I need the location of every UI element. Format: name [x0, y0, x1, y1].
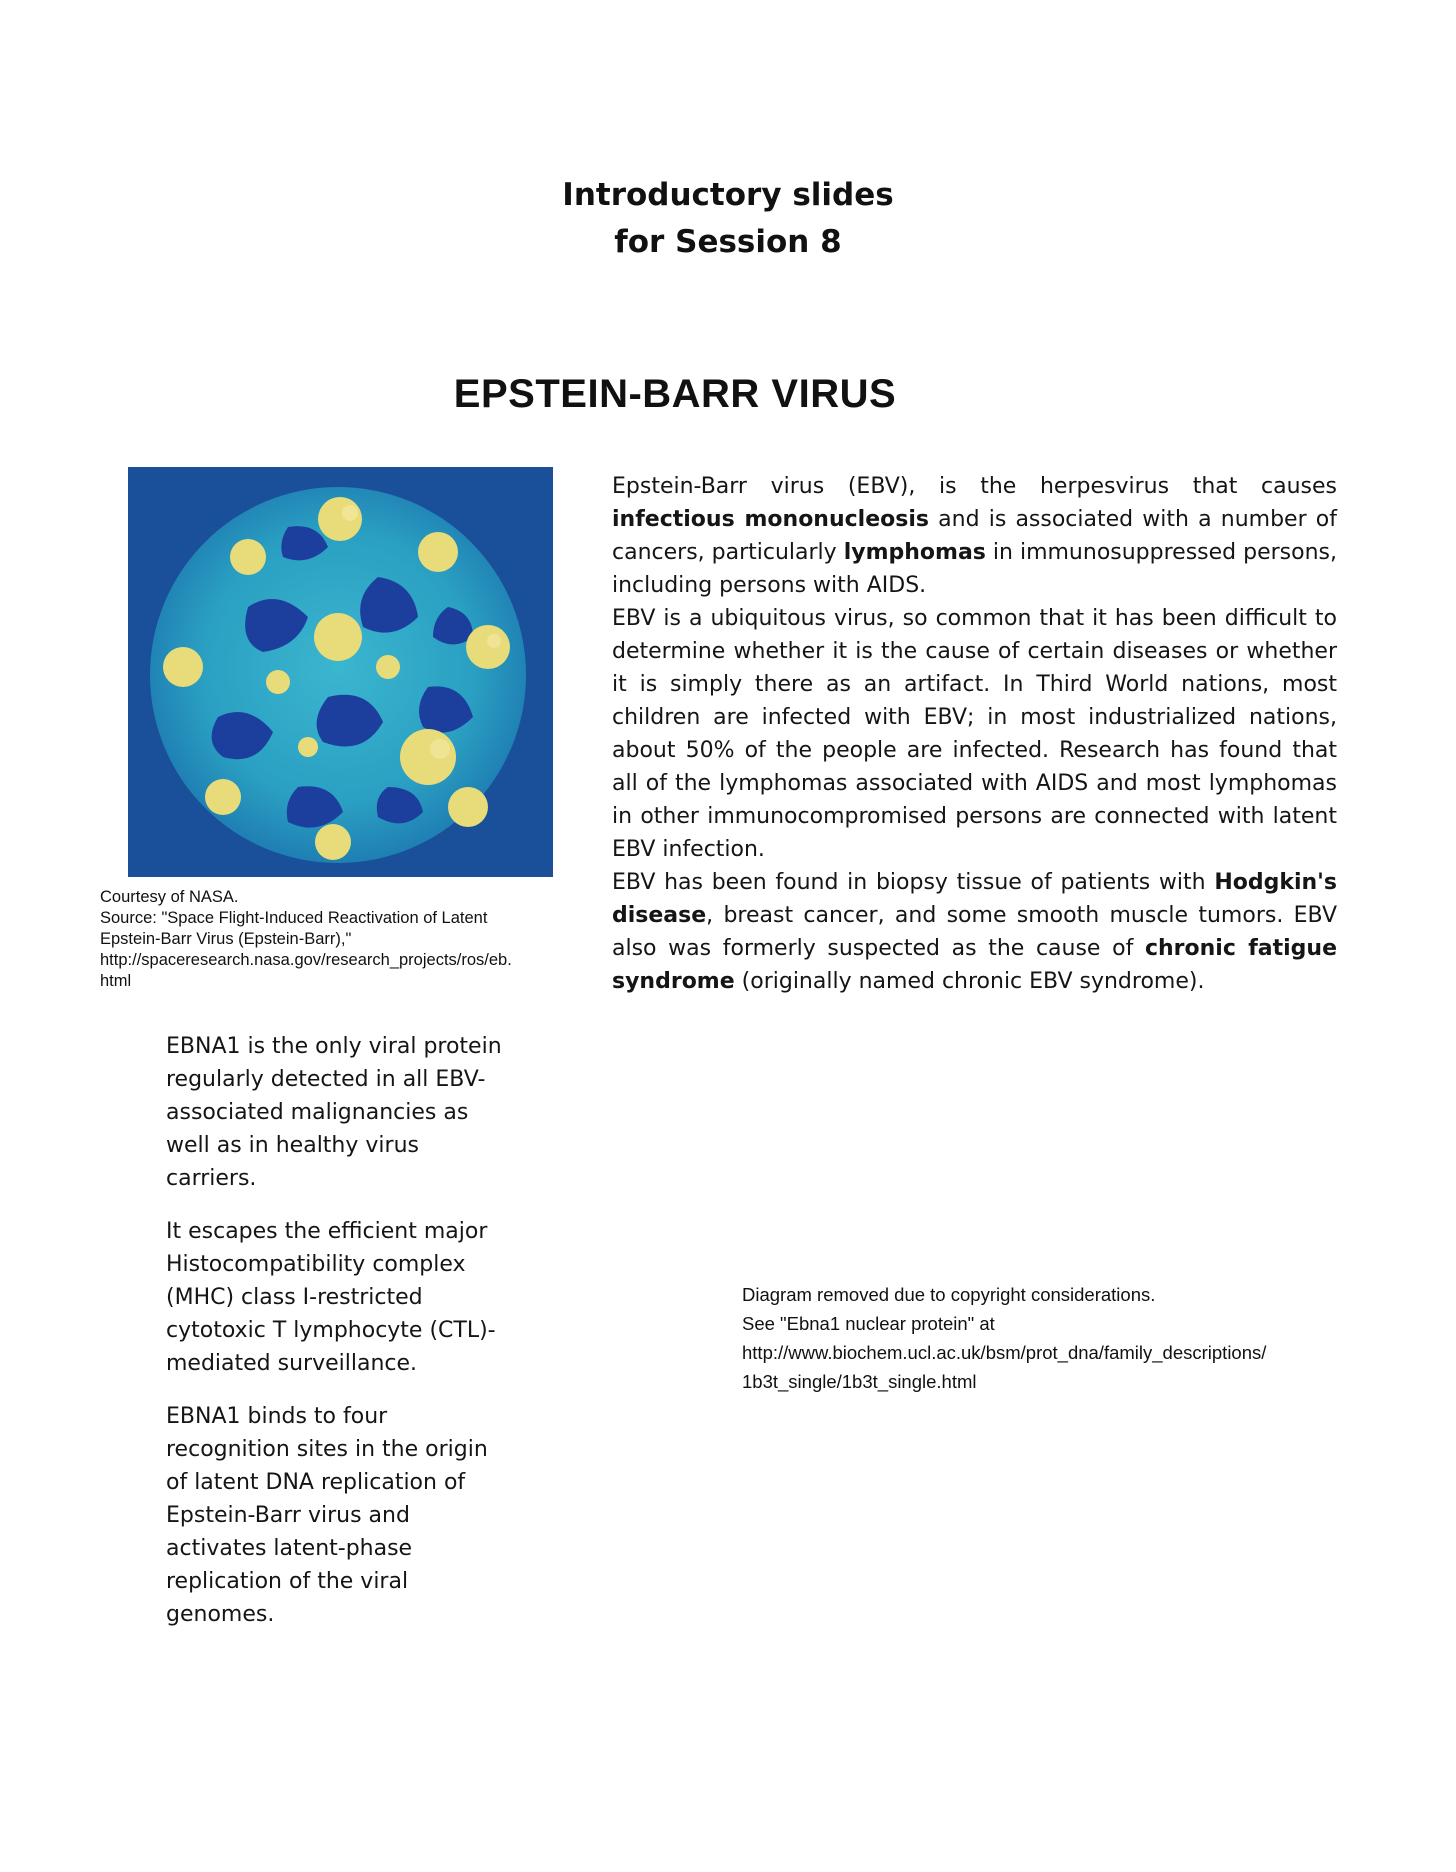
ebv-paragraph-1 [612, 470, 1337, 602]
diagram-note-line1: Diagram removed due to copyright considerations. [742, 1284, 1156, 1305]
ebna1-point-1: EBNA1 is the only viral protein regularly detected in all EBV-associated malignancies as well as in healthy virus carriers. [166, 1034, 502, 1191]
bold-term: infectious mononucleosis [612, 507, 929, 532]
bold-term: lymphomas [843, 540, 986, 565]
text-span: and is associated with a number of cancers, particularly [612, 507, 1337, 565]
ebv-description [612, 470, 1337, 998]
text-span: (originally named chronic EBV syndrome). [734, 969, 1205, 994]
diagram-removed-note [742, 1280, 1362, 1396]
caption-line2: Source: "Space Flight-Induced Reactivation of Latent [100, 909, 488, 927]
slide-title [0, 172, 1456, 266]
ebv-paragraph-3 [612, 866, 1337, 998]
slide-title-line1: Introductory slides [562, 177, 894, 213]
slide-title-line2: for Session 8 [614, 224, 842, 260]
bold-term: chronic fatigue syndrome [612, 936, 1337, 994]
ebna1-points [166, 1030, 506, 1651]
caption-line4: http://spaceresearch.nasa.gov/research_projects/ros/eb. [100, 951, 512, 969]
text-span: in immunosuppressed persons, including persons with AIDS. [612, 540, 1338, 598]
bold-term: Hodgkin's disease [612, 870, 1337, 928]
caption-line5: html [100, 972, 132, 990]
text-span: , breast cancer, and some smooth muscle tumors. EBV also was formerly suspected as the cause of [612, 903, 1337, 961]
virus-micrograph-image [128, 467, 553, 877]
diagram-note-line2: See "Ebna1 nuclear protein" at [742, 1313, 995, 1334]
ebna1-point-2: It escapes the efficient major Histocompatibility complex (MHC) class I-restricted cytotoxic T lymphocyte (CTL)-mediated surveillance. [166, 1219, 496, 1376]
caption-line1: Courtesy of NASA. [100, 888, 239, 906]
text-span: Epstein-Barr virus (EBV), is the herpesvirus that causes [612, 474, 1337, 499]
image-caption [100, 887, 580, 992]
text-span: EBV has been found in biopsy tissue of patients with [612, 870, 1215, 895]
ebv-paragraph-2: EBV is a ubiquitous virus, so common that it has been difficult to determine whether it is the cause of certain diseases or whether it is simply there as an artifact. In Third World nations, most children are infected with EBV; in most industrialized nations, about 50% of the people are infected. Research has found that all of the lymphomas associated with AIDS and most lymphomas in other immunocompromised persons are connected with latent EBV infection. [612, 606, 1337, 862]
main-heading: EPSTEIN-BARR VIRUS [453, 372, 897, 416]
diagram-note-line4: 1b3t_single/1b3t_single.html [742, 1371, 977, 1392]
diagram-note-line3: http://www.biochem.ucl.ac.uk/bsm/prot_dna/family_descriptions/ [742, 1342, 1267, 1363]
caption-line3: Epstein-Barr Virus (Epstein-Barr)," [100, 930, 352, 948]
ebna1-point-3: EBNA1 binds to four recognition sites in the origin of latent DNA replication of Epstein-Barr virus and activates latent-phase replication of the viral genomes. [166, 1404, 488, 1627]
